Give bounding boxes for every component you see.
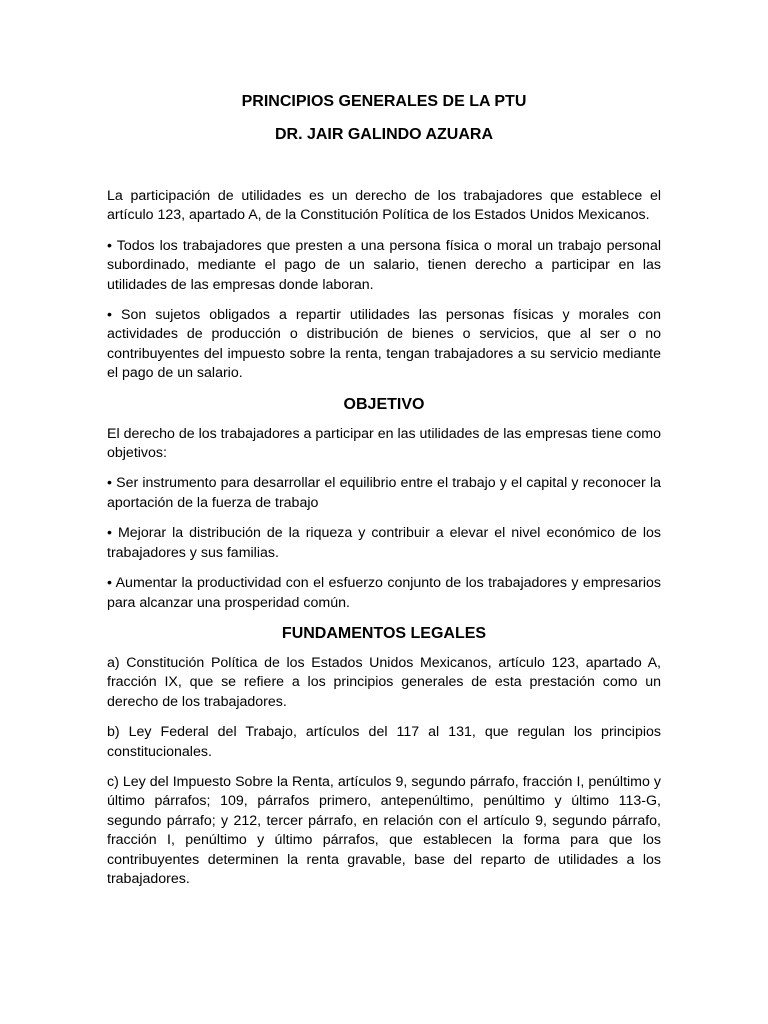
document-title: PRINCIPIOS GENERALES DE LA PTU [241, 93, 527, 110]
objetivo-paragraph: El derecho de los trabajadores a participar en las utilidades de las empresas tiene como objetivos: [107, 425, 661, 462]
intro-bullet: • Son sujetos obligados a repartir utilidades las personas físicas y morales con actividades de producción o distribución de bienes o servicios, que al ser o no contribuyentes del impuesto sobre la renta, tengan trabajadores a su servicio mediante el pago de un salario. [107, 307, 661, 382]
document-author: DR. JAIR GALINDO AZUARA [274, 126, 494, 143]
fundamentos-heading: FUNDAMENTOS LEGALES [281, 624, 487, 642]
objetivo-bullet: • Aumentar la productividad con el esfuerzo conjunto de los trabajadores y empresarios para alcanzar una prosperidad común. [107, 575, 661, 611]
fundamentos-section [107, 624, 661, 889]
intro-paragraph: La participación de utilidades es un derecho de los trabajadores que establece el artículo 123, apartado A, de la Constitución Política de los Estados Unidos Mexicanos. [107, 188, 661, 224]
intro-bullet: • Todos los trabajadores que presten a una persona física o moral un trabajo personal subordinado, mediante el pago de un salario, tienen derecho a participar en las utilidades de las empresas donde laboran. [107, 237, 661, 293]
objetivo-bullet: • Mejorar la distribución de la riqueza y contribuir a elevar el nivel económico de los trabajadores y sus familias. [107, 525, 661, 561]
objetivo-section [107, 395, 661, 613]
fundamento-item: c) Ley del Impuesto Sobre la Renta, artículos 9, segundo párrafo, fracción I, penúltimo y último párrafos; 109, párrafos primero, antepenúltimo, penúltimo y último 113-G, segundo párrafo; y 212, tercer párrafo, en relación con el artículo 9, segundo párrafo, fracción I, penúltimo y último párrafos, que establecen la forma para que los contribuyentes determinen la renta gravable, base del reparto de utilidades a los trabajadores. [107, 773, 661, 887]
fundamento-item: a) Constitución Política de los Estados Unidos Mexicanos, artículo 123, apartado A, fracción IX, que se refiere a los principios generales de esta prestación como un derecho de los trabajadores. [107, 654, 661, 710]
fundamento-item: b) Ley Federal del Trabajo, artículos del 117 al 131, que regulan los principios constitucionales. [107, 724, 661, 760]
objetivo-bullet: • Ser instrumento para desarrollar el equilibrio entre el trabajo y el capital y reconocer la aportación de la fuerza de trabajo [107, 475, 661, 511]
intro-section [107, 187, 661, 384]
objetivo-heading: OBJETIVO [343, 395, 425, 413]
